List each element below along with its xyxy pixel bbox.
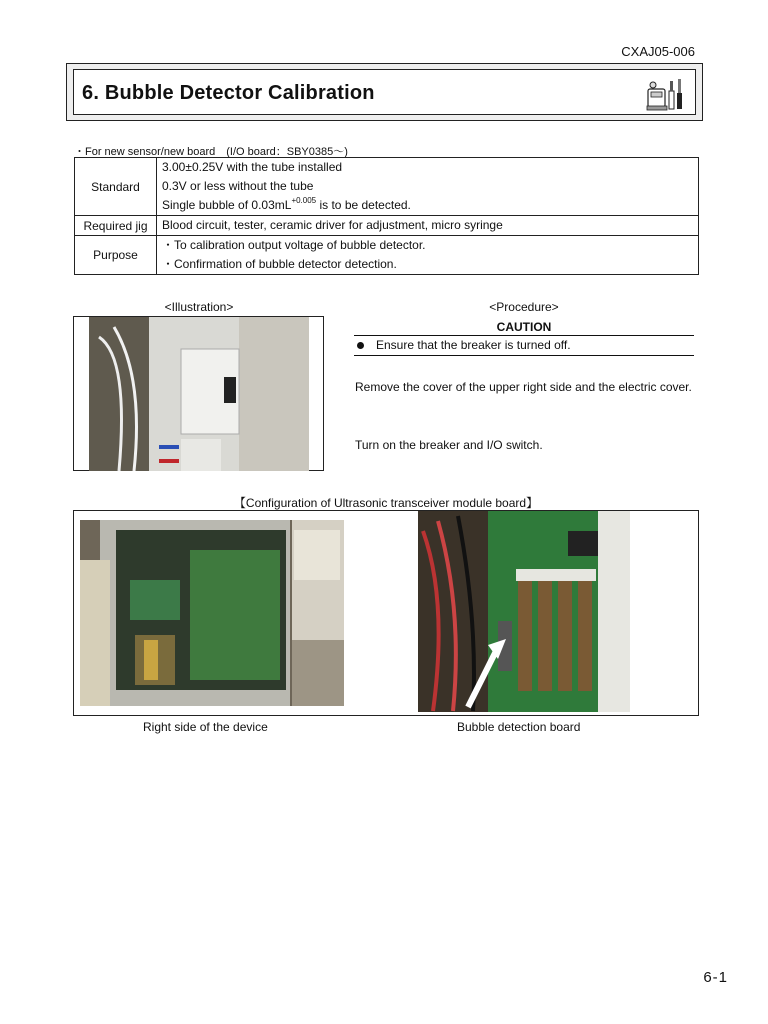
board-version-note: ・For new sensor/new board (I/O board：SBY0385～): [74, 146, 348, 158]
standard-values: [157, 158, 699, 216]
table-row-jig: [75, 216, 699, 236]
purpose-line-2: ・Confirmation of bubble detector detection.: [162, 257, 397, 271]
standard-line-3-prefix: Single bubble of 0.03mL: [162, 198, 292, 212]
standard-line-2: 0.3V or less without the tube: [162, 179, 314, 193]
purpose-line-1: ・To calibration output voltage of bubble detector.: [162, 238, 426, 252]
standard-line-1: 3.00±0.25V with the tube installed: [162, 160, 343, 174]
page-number: 6-1: [703, 969, 728, 986]
title-box: [66, 63, 703, 121]
purpose-values: [157, 236, 699, 275]
procedure-caption: <Procedure>: [489, 300, 559, 314]
bullet-icon: [357, 342, 364, 349]
caution-title: CAUTION: [496, 320, 552, 334]
procedure-step-1: Remove the cover of the upper right side and the electric cover.: [355, 380, 692, 394]
configuration-caption: 【Configuration of Ultrasonic transceiver module board】: [233, 496, 539, 510]
table-row-standard: [75, 158, 699, 216]
jig-value-text: Blood circuit, tester, ceramic driver for adjustment, micro syringe: [162, 218, 503, 232]
procedure-step-2: Turn on the breaker and I/O switch.: [355, 438, 543, 452]
jig-label: Required jig: [75, 216, 157, 236]
bubble-detection-board-photo: [418, 511, 630, 712]
purpose-label: Purpose: [75, 236, 157, 275]
right-side-caption: Right side of the device: [143, 720, 268, 734]
configuration-frame: [73, 510, 699, 716]
spec-table: [74, 157, 699, 275]
table-row-purpose: [75, 236, 699, 275]
tools-and-device-icon: [645, 75, 685, 118]
page-title: 6. Bubble Detector Calibration: [82, 82, 375, 104]
sensor-photo: [89, 317, 309, 471]
standard-label: Standard: [75, 158, 157, 216]
illustration-frame: [73, 316, 324, 471]
bubble-board-caption: Bubble detection board: [457, 720, 581, 734]
device-right-side-photo: [80, 520, 344, 706]
title-inner-frame: [73, 69, 696, 115]
illustration-caption: <Illustration>: [164, 300, 234, 314]
tolerance-superscript: +0.005: [291, 196, 317, 205]
jig-value: [157, 216, 699, 236]
caution-box: [354, 335, 694, 356]
document-code: CXAJ05-006: [621, 44, 695, 59]
caution-item: Ensure that the breaker is turned off.: [376, 338, 571, 352]
standard-line-3: [162, 196, 693, 215]
standard-line-3-suffix: is to be detected.: [316, 198, 411, 212]
